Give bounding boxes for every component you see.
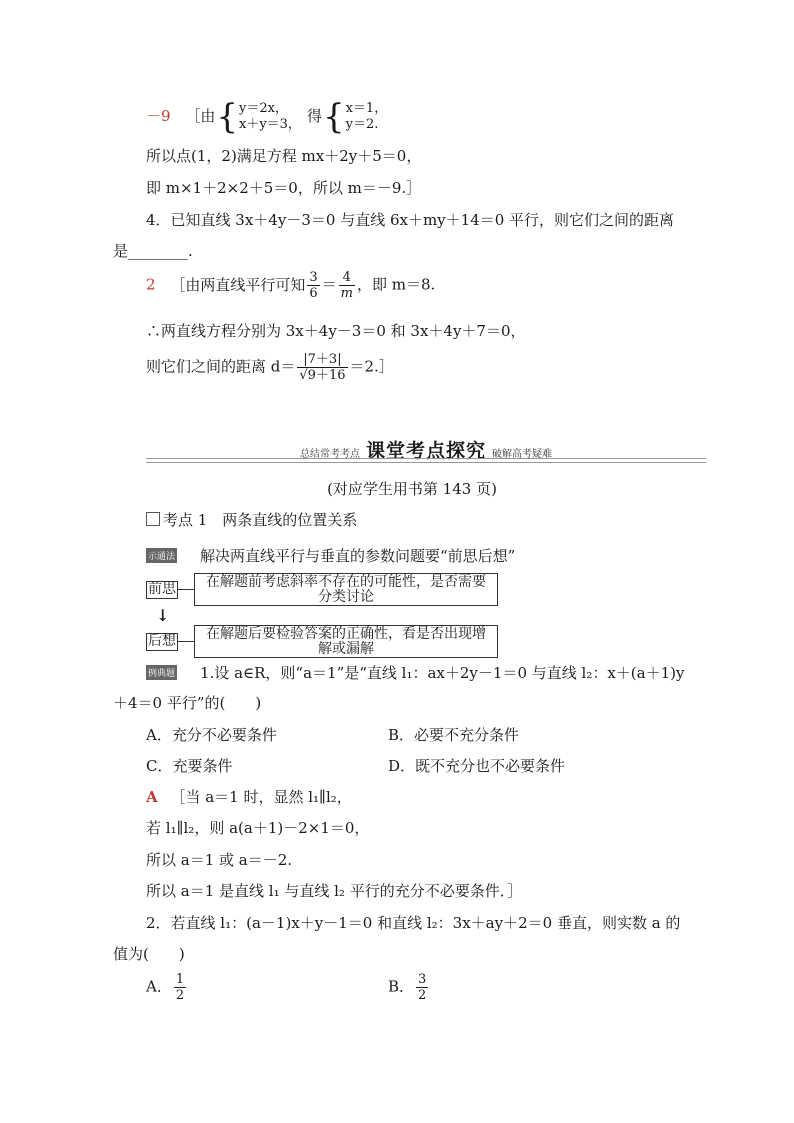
section-header-right: 破解高考疑难 bbox=[492, 449, 552, 460]
q1-answer-value: A bbox=[146, 788, 158, 806]
topic-title bbox=[146, 509, 357, 530]
section-divider bbox=[146, 458, 706, 463]
q4-answer-line bbox=[146, 270, 435, 301]
topic-title-text: 考点 1 两条直线的位置关系 bbox=[163, 511, 358, 529]
q4-answer-text1: ［由两直线平行可知 bbox=[170, 275, 306, 294]
q1-option-b: B．必要不充分条件 bbox=[388, 726, 520, 744]
left-brace-icon: { bbox=[322, 97, 345, 137]
q3-answer-line bbox=[146, 97, 388, 137]
q4-answer-text2: ，即 m＝8. bbox=[356, 275, 436, 294]
q1-solution-line4: 所以 a＝1 是直线 l₁ 与直线 l₂ 平行的充分不必要条件．］ bbox=[146, 882, 523, 900]
connector-line bbox=[178, 641, 194, 642]
q3-solution-line3: 即 m×1＋2×2＋5＝0，所以 m＝－9.］ bbox=[146, 179, 422, 197]
q1-answer-line bbox=[146, 786, 352, 807]
system-2 bbox=[346, 101, 388, 133]
fraction-numerator: 1 bbox=[175, 972, 185, 987]
arrow-down-icon: ↓ bbox=[156, 606, 170, 625]
q4-distance-result: ＝2.］ bbox=[349, 357, 394, 376]
after-text-box: 在解题后要检验答案的正确性，看是否出现增解或漏解 bbox=[194, 625, 498, 658]
q3-answer-open: ［由 bbox=[185, 107, 216, 125]
distance-fraction bbox=[297, 352, 347, 383]
q2-option-b bbox=[388, 972, 430, 1003]
before-label-box: 前思 bbox=[148, 581, 176, 597]
q1-solution-line2: 若 l₁∥l₂，则 a(a＋1)－2×1＝0， bbox=[146, 819, 370, 837]
fraction-4-m bbox=[339, 270, 355, 301]
example-tag: 例典题 bbox=[146, 665, 177, 680]
fraction-numerator: |7＋3| bbox=[297, 352, 347, 368]
q4-question-line2: 是________. bbox=[113, 242, 193, 260]
q3-get: 得 bbox=[306, 107, 322, 125]
fraction-1-2 bbox=[174, 972, 186, 1003]
sqrt-icon: √ bbox=[299, 368, 308, 383]
fraction-denominator: m bbox=[340, 286, 353, 301]
q1-solution-line3: 所以 a＝1 或 a＝－2. bbox=[146, 851, 293, 869]
q3-answer-value: －9 bbox=[146, 107, 171, 125]
fraction-numerator: 3 bbox=[418, 972, 427, 987]
q1-question-line2: ＋4＝0 平行”的( ) bbox=[113, 694, 262, 712]
q2-question-line2: 值为( ) bbox=[113, 945, 185, 963]
q2-question-line1: 2．若直线 l₁：(a－1)x＋y－1＝0 和直线 l₂：3x＋ay＋2＝0 垂直，则实数 a 的 bbox=[146, 914, 681, 932]
before-text-box: 在解题前考虑斜率不存在的可能性，是否需要分类讨论 bbox=[194, 573, 498, 606]
option-label: B． bbox=[388, 977, 415, 996]
fraction-3-6 bbox=[307, 270, 319, 301]
connector-line bbox=[178, 589, 194, 590]
sqrt-radicand: 9＋16 bbox=[307, 368, 346, 383]
section-header-left: 总结常考考点 bbox=[299, 449, 360, 460]
fraction-denominator bbox=[297, 368, 347, 383]
q1-answer-text: ［当 a＝1 时，显然 l₁∥l₂， bbox=[170, 788, 352, 806]
q4-solution-line5 bbox=[146, 352, 394, 383]
fraction-numerator: 3 bbox=[309, 270, 318, 285]
q4-answer-value: 2 bbox=[146, 275, 156, 294]
fraction-numerator: 4 bbox=[339, 270, 355, 286]
section-header-title: 课堂考点探究 bbox=[365, 440, 486, 462]
topic-icon bbox=[146, 512, 160, 526]
q4-question-line1: 4．已知直线 3x＋4y－3＝0 与直线 6x＋my＋14＝0 平行，则它们之间的距离 bbox=[146, 211, 675, 229]
system-1-eq2: x＋y＝3， bbox=[238, 117, 301, 132]
q4-distance-text: 则它们之间的距离 d＝ bbox=[146, 357, 296, 376]
q1-option-a: A．充分不必要条件 bbox=[146, 726, 277, 744]
q1-option-c: C．充要条件 bbox=[146, 757, 233, 775]
left-brace-icon: { bbox=[216, 97, 238, 137]
system-1-eq1: y＝2x， bbox=[238, 101, 288, 116]
system-2-eq2: y＝2. bbox=[345, 117, 379, 132]
method-tag: 示通法 bbox=[146, 548, 177, 563]
option-label: A． bbox=[146, 977, 172, 996]
q2-option-a bbox=[146, 972, 188, 1003]
fraction-denominator: 6 bbox=[309, 286, 318, 301]
q1-option-d: D．既不充分也不必要条件 bbox=[388, 757, 566, 775]
reference-line: (对应学生用书第 143 页) bbox=[327, 480, 497, 498]
system-2-eq1: x＝1， bbox=[345, 101, 388, 116]
system-1 bbox=[239, 101, 301, 133]
fraction-denominator: 2 bbox=[418, 988, 427, 1003]
q1-question-line1: 1.设 a∈R，则“a＝1”是“直线 l₁：ax＋2y－1＝0 与直线 l₂：x＋(a＋1)y bbox=[200, 664, 685, 682]
q3-solution-line2: 所以点(1，2)满足方程 mx＋2y＋5＝0， bbox=[146, 147, 422, 165]
equals-sign: ＝ bbox=[321, 275, 337, 294]
fraction-3-2 bbox=[416, 972, 428, 1003]
after-label-box: 后想 bbox=[148, 633, 176, 649]
q4-solution-line4: ∴两直线方程分别为 3x＋4y－3＝0 和 3x＋4y＋7＝0， bbox=[146, 322, 526, 340]
method-title: 解决两直线平行与垂直的参数问题要“前思后想” bbox=[200, 547, 516, 565]
fraction-denominator: 2 bbox=[175, 988, 185, 1003]
